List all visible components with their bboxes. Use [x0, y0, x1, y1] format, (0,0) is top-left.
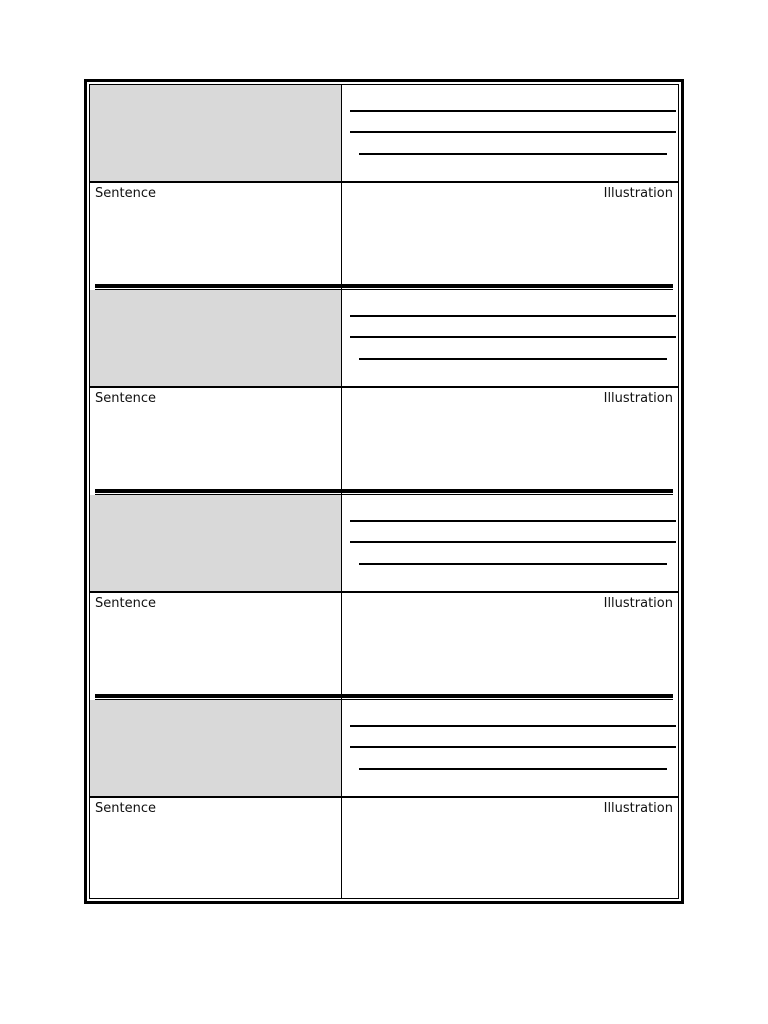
- sentence-label: Sentence: [95, 596, 156, 611]
- sentence-label: Sentence: [95, 391, 156, 406]
- writing-line: [350, 746, 676, 748]
- writing-line: [359, 563, 667, 565]
- worksheet-block-1: [90, 85, 678, 290]
- worksheet-block-4: [90, 700, 678, 900]
- row-divider: [90, 591, 678, 593]
- worksheet-block-2: [90, 290, 678, 495]
- writing-line: [350, 131, 676, 133]
- writing-line: [350, 725, 676, 727]
- picture-box: [90, 495, 341, 592]
- illustration-label: Illustration: [603, 801, 673, 816]
- worksheet-block-3: [90, 495, 678, 700]
- writing-line: [350, 541, 676, 543]
- row-divider: [90, 181, 678, 183]
- row-divider: [90, 796, 678, 798]
- worksheet-inner-border: [89, 84, 679, 899]
- writing-line: [350, 520, 676, 522]
- writing-line: [359, 768, 667, 770]
- picture-box: [90, 85, 341, 182]
- writing-line: [350, 336, 676, 338]
- sentence-label: Sentence: [95, 801, 156, 816]
- writing-line: [359, 153, 667, 155]
- picture-box: [90, 700, 341, 797]
- writing-line: [359, 358, 667, 360]
- picture-box: [90, 290, 341, 387]
- illustration-label: Illustration: [603, 596, 673, 611]
- illustration-label: Illustration: [603, 186, 673, 201]
- row-divider: [90, 386, 678, 388]
- illustration-label: Illustration: [603, 391, 673, 406]
- writing-line: [350, 110, 676, 112]
- writing-line: [350, 315, 676, 317]
- sentence-label: Sentence: [95, 186, 156, 201]
- worksheet-frame: [84, 79, 684, 904]
